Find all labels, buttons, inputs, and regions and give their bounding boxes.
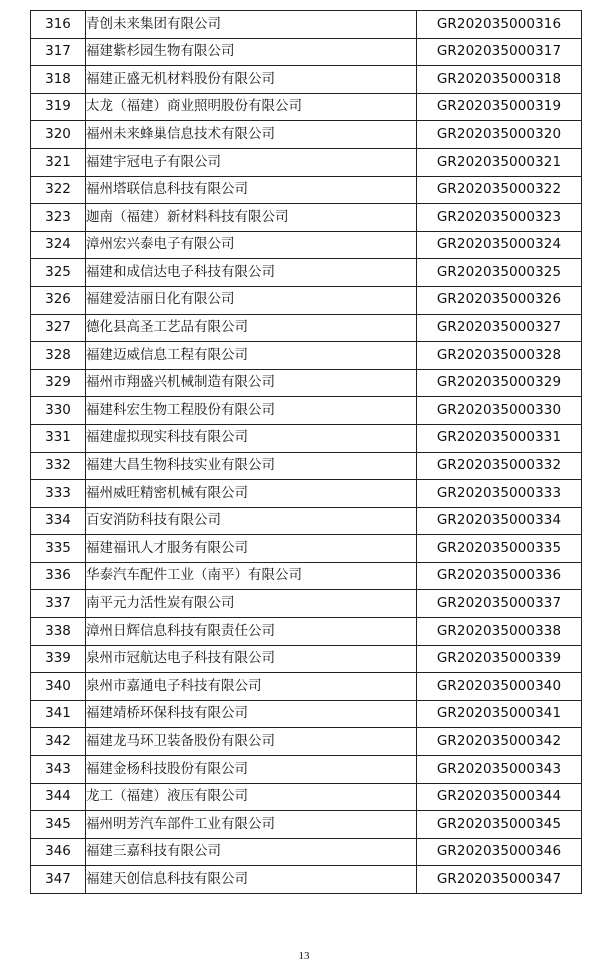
company-name: 漳州日辉信息科技有限责任公司 xyxy=(86,618,417,646)
company-name: 德化县高圣工艺品有限公司 xyxy=(86,314,417,342)
row-number: 332 xyxy=(31,452,86,480)
row-number: 343 xyxy=(31,756,86,784)
certificate-code: GR202035000332 xyxy=(417,452,582,480)
row-number: 339 xyxy=(31,645,86,673)
row-number: 333 xyxy=(31,480,86,508)
table-row xyxy=(31,811,582,839)
table-row xyxy=(31,204,582,232)
company-name: 福州威旺精密机械有限公司 xyxy=(86,480,417,508)
company-name: 福建金杨科技股份有限公司 xyxy=(86,756,417,784)
row-number: 328 xyxy=(31,342,86,370)
table-row xyxy=(31,562,582,590)
certificate-code: GR202035000334 xyxy=(417,507,582,535)
certificate-code: GR202035000335 xyxy=(417,535,582,563)
certificate-code: GR202035000345 xyxy=(417,811,582,839)
row-number: 320 xyxy=(31,121,86,149)
row-number: 323 xyxy=(31,204,86,232)
company-name: 福建和成信达电子科技有限公司 xyxy=(86,259,417,287)
certificate-code: GR202035000337 xyxy=(417,590,582,618)
row-number: 326 xyxy=(31,286,86,314)
table-row xyxy=(31,121,582,149)
table-row xyxy=(31,148,582,176)
certificate-code: GR202035000347 xyxy=(417,866,582,894)
certificate-code: GR202035000339 xyxy=(417,645,582,673)
company-name: 太龙（福建）商业照明股份有限公司 xyxy=(86,93,417,121)
certificate-code: GR202035000321 xyxy=(417,148,582,176)
certificate-code: GR202035000324 xyxy=(417,231,582,259)
row-number: 321 xyxy=(31,148,86,176)
table-row xyxy=(31,590,582,618)
row-number: 337 xyxy=(31,590,86,618)
table-row xyxy=(31,93,582,121)
company-name: 福建靖桥环保科技有限公司 xyxy=(86,700,417,728)
company-name: 福建三嘉科技有限公司 xyxy=(86,838,417,866)
certificate-code: GR202035000333 xyxy=(417,480,582,508)
company-name: 福建福讯人才服务有限公司 xyxy=(86,535,417,563)
row-number: 318 xyxy=(31,66,86,94)
table-row xyxy=(31,838,582,866)
table-row xyxy=(31,342,582,370)
certificate-code: GR202035000329 xyxy=(417,369,582,397)
table-row xyxy=(31,618,582,646)
table-row xyxy=(31,231,582,259)
certificate-code: GR202035000327 xyxy=(417,314,582,342)
company-name: 福建宇冠电子有限公司 xyxy=(86,148,417,176)
certificate-code: GR202035000325 xyxy=(417,259,582,287)
table-row xyxy=(31,507,582,535)
company-name: 福建紫杉园生物有限公司 xyxy=(86,38,417,66)
certificate-code: GR202035000330 xyxy=(417,397,582,425)
certificate-code: GR202035000319 xyxy=(417,93,582,121)
row-number: 329 xyxy=(31,369,86,397)
company-name: 福建虚拟现实科技有限公司 xyxy=(86,424,417,452)
company-name: 百安消防科技有限公司 xyxy=(86,507,417,535)
certificate-code: GR202035000317 xyxy=(417,38,582,66)
company-name: 福建天创信息科技有限公司 xyxy=(86,866,417,894)
row-number: 330 xyxy=(31,397,86,425)
row-number: 334 xyxy=(31,507,86,535)
company-name: 福建迈威信息工程有限公司 xyxy=(86,342,417,370)
row-number: 325 xyxy=(31,259,86,287)
company-name: 华泰汽车配件工业（南平）有限公司 xyxy=(86,562,417,590)
table-row xyxy=(31,397,582,425)
row-number: 336 xyxy=(31,562,86,590)
certificate-code: GR202035000338 xyxy=(417,618,582,646)
table-row xyxy=(31,38,582,66)
row-number: 335 xyxy=(31,535,86,563)
table-row xyxy=(31,728,582,756)
company-name: 福建科宏生物工程股份有限公司 xyxy=(86,397,417,425)
certificate-code: GR202035000346 xyxy=(417,838,582,866)
row-number: 322 xyxy=(31,176,86,204)
company-name: 龙工（福建）液压有限公司 xyxy=(86,783,417,811)
table-row xyxy=(31,452,582,480)
row-number: 342 xyxy=(31,728,86,756)
table-row xyxy=(31,369,582,397)
table-row xyxy=(31,314,582,342)
row-number: 340 xyxy=(31,673,86,701)
row-number: 317 xyxy=(31,38,86,66)
company-name: 福州塔联信息科技有限公司 xyxy=(86,176,417,204)
company-name: 泉州市嘉通电子科技有限公司 xyxy=(86,673,417,701)
company-name: 迦南（福建）新材料科技有限公司 xyxy=(86,204,417,232)
row-number: 331 xyxy=(31,424,86,452)
certificate-code: GR202035000326 xyxy=(417,286,582,314)
table-row xyxy=(31,176,582,204)
certificate-code: GR202035000316 xyxy=(417,11,582,39)
table-row xyxy=(31,756,582,784)
company-name: 福建大昌生物科技实业有限公司 xyxy=(86,452,417,480)
certificate-code: GR202035000331 xyxy=(417,424,582,452)
certificate-code: GR202035000344 xyxy=(417,783,582,811)
certificate-code: GR202035000328 xyxy=(417,342,582,370)
row-number: 341 xyxy=(31,700,86,728)
row-number: 345 xyxy=(31,811,86,839)
table-row xyxy=(31,66,582,94)
company-name: 青创未来集团有限公司 xyxy=(86,11,417,39)
row-number: 344 xyxy=(31,783,86,811)
company-name: 漳州宏兴泰电子有限公司 xyxy=(86,231,417,259)
row-number: 347 xyxy=(31,866,86,894)
table-row xyxy=(31,700,582,728)
table-row xyxy=(31,645,582,673)
table-row xyxy=(31,783,582,811)
company-name: 福建龙马环卫装备股份有限公司 xyxy=(86,728,417,756)
company-name: 福建爱洁丽日化有限公司 xyxy=(86,286,417,314)
certificate-code: GR202035000322 xyxy=(417,176,582,204)
certificate-code: GR202035000340 xyxy=(417,673,582,701)
certificate-code: GR202035000336 xyxy=(417,562,582,590)
company-name: 福州明芳汽车部件工业有限公司 xyxy=(86,811,417,839)
row-number: 346 xyxy=(31,838,86,866)
certificate-code: GR202035000342 xyxy=(417,728,582,756)
company-name: 南平元力活性炭有限公司 xyxy=(86,590,417,618)
table-row xyxy=(31,11,582,39)
certificate-code: GR202035000341 xyxy=(417,700,582,728)
table-row xyxy=(31,673,582,701)
company-name: 福建正盛无机材料股份有限公司 xyxy=(86,66,417,94)
table-row xyxy=(31,535,582,563)
row-number: 316 xyxy=(31,11,86,39)
company-name: 泉州市冠航达电子科技有限公司 xyxy=(86,645,417,673)
company-name: 福州未来蜂巢信息技术有限公司 xyxy=(86,121,417,149)
row-number: 324 xyxy=(31,231,86,259)
table-row xyxy=(31,259,582,287)
certificate-code: GR202035000320 xyxy=(417,121,582,149)
company-name: 福州市翔盛兴机械制造有限公司 xyxy=(86,369,417,397)
certificate-table xyxy=(30,10,582,894)
table-body xyxy=(31,11,582,894)
table-row xyxy=(31,866,582,894)
row-number: 319 xyxy=(31,93,86,121)
table-row xyxy=(31,424,582,452)
certificate-code: GR202035000323 xyxy=(417,204,582,232)
table-row xyxy=(31,480,582,508)
certificate-code: GR202035000318 xyxy=(417,66,582,94)
page-number: 13 xyxy=(298,950,310,962)
table-row xyxy=(31,286,582,314)
row-number: 327 xyxy=(31,314,86,342)
row-number: 338 xyxy=(31,618,86,646)
certificate-code: GR202035000343 xyxy=(417,756,582,784)
